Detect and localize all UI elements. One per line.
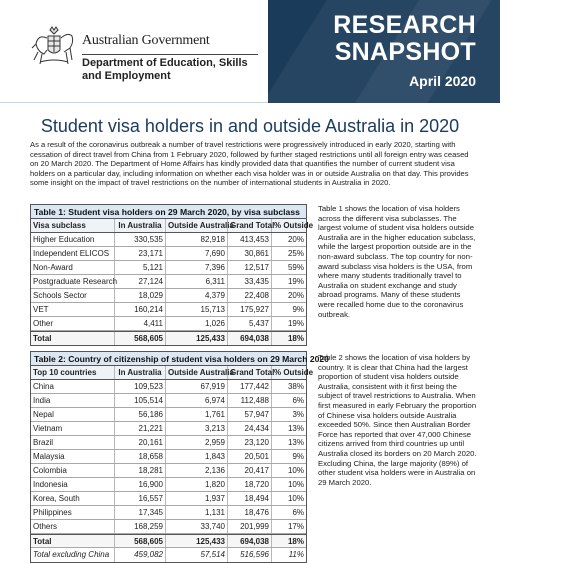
department-name: Department of Education, Skills and Employment: [82, 57, 248, 82]
table-body: [31, 219, 314, 345]
table-cell: 17%: [287, 522, 304, 531]
table-cell: 33,435: [228, 275, 272, 288]
table-cell: 18,658: [115, 450, 166, 463]
table-row: [31, 380, 306, 394]
divider: [82, 54, 258, 55]
table-cell: Grand Total: [230, 221, 275, 230]
table-cell: Korea, South: [31, 492, 115, 505]
table-cell: 4,411: [115, 317, 166, 330]
table-cell: 1,820: [166, 478, 228, 491]
table-cell: Outside Australia: [168, 221, 234, 230]
table-row: [31, 289, 306, 303]
table-row: [31, 450, 306, 464]
table-cell: 3%: [292, 410, 304, 419]
table-row: [31, 275, 306, 289]
table-cell: 330,535: [115, 233, 166, 246]
table-cell: % Outside: [274, 368, 314, 377]
table-cell: 7,690: [166, 247, 228, 260]
page-title: Student visa holders in and outside Australia in 2020: [40, 116, 460, 136]
table-cell: 13%: [287, 438, 304, 447]
table-cell: Total excluding China: [31, 548, 115, 562]
table-cell: Brazil: [31, 436, 115, 449]
coat-of-arms-icon: [30, 26, 78, 68]
table-cell: 459,082: [115, 548, 166, 562]
table-cell: 16,557: [115, 492, 166, 505]
table-cell: 18,029: [115, 289, 166, 302]
table-cell: Others: [31, 520, 115, 533]
table-cell: 20%: [287, 291, 304, 300]
table-cell: 11%: [288, 550, 304, 559]
table-cell: 25%: [287, 249, 304, 258]
table-cell: 10%: [287, 494, 304, 503]
table-cell: 1,026: [166, 317, 228, 330]
table-body: [31, 366, 314, 562]
table-cell: Top 10 countries: [31, 366, 115, 379]
table-title: Table 2: Country of citizenship of student visa holders on 29 March 2020: [31, 352, 306, 366]
table-cell: Outside Australia: [168, 368, 234, 377]
table-cell: 2,959: [166, 436, 228, 449]
table-cell: 168,259: [115, 520, 166, 533]
table-cell: 9%: [292, 452, 304, 461]
table-row: [31, 317, 306, 331]
table-cell: 57,514: [166, 548, 228, 562]
table-cell: 1,843: [166, 450, 228, 463]
table-cell: 516,596: [228, 548, 272, 562]
table-cell: 3,213: [166, 422, 228, 435]
table-cell: 22,408: [228, 289, 272, 302]
table-cell: Nepal: [31, 408, 115, 421]
table-cell: 109,523: [115, 380, 166, 393]
table-cell: 20,161: [115, 436, 166, 449]
table-total-excluding-china-row: [31, 548, 306, 562]
table-cell: In Australia: [115, 219, 166, 232]
table-row: [31, 464, 306, 478]
title-band: [268, 0, 500, 103]
table-total-row: [31, 534, 306, 548]
government-branding: [0, 0, 268, 103]
table-total-row: [31, 331, 306, 345]
table-cell: 20%: [287, 235, 304, 244]
table-cell: 18,476: [228, 506, 272, 519]
table-cell: 13%: [287, 424, 304, 433]
table-cell: 6,974: [166, 394, 228, 407]
table-row: [31, 422, 306, 436]
table-cell: 105,514: [115, 394, 166, 407]
table-cell: 1,131: [166, 506, 228, 519]
table-row: [31, 261, 306, 275]
table-cell: 38%: [287, 382, 304, 391]
table-cell: 6%: [292, 508, 304, 517]
table-cell: 16,900: [115, 478, 166, 491]
table-cell: 15,713: [166, 303, 228, 316]
table-cell: 568,605: [115, 535, 166, 547]
table-cell: Vietnam: [31, 422, 115, 435]
table-cell: 694,038: [228, 535, 272, 547]
table-row: [31, 303, 306, 317]
table-cell: 82,918: [166, 233, 228, 246]
table-row: [31, 478, 306, 492]
table-cell: Philippines: [31, 506, 115, 519]
table-cell: 59%: [287, 263, 304, 272]
table-cell: Total: [31, 332, 115, 345]
table-cell: 30,861: [228, 247, 272, 260]
table-header-row: [31, 219, 314, 233]
table-cell: 1,937: [166, 492, 228, 505]
table-cell: 57,947: [228, 408, 272, 421]
table-cell: 160,214: [115, 303, 166, 316]
snapshot-title-line1: RESEARCH: [333, 11, 476, 39]
table-cell: % Outside: [274, 221, 314, 230]
table-cell: 177,442: [228, 380, 272, 393]
table-cell: 21,221: [115, 422, 166, 435]
table-cell: 20,417: [228, 464, 272, 477]
table-cell: Indonesia: [31, 478, 115, 491]
table-cell: Higher Education: [31, 233, 115, 246]
table-cell: 23,171: [115, 247, 166, 260]
table-cell: Non-Award: [31, 261, 115, 274]
table-row: [31, 520, 306, 534]
table-cell: 125,433: [166, 535, 228, 547]
table-cell: 18,494: [228, 492, 272, 505]
table-cell: 6,311: [166, 275, 228, 288]
table-cell: 568,605: [115, 332, 166, 345]
table-cell: 20,501: [228, 450, 272, 463]
table-cell: 175,927: [228, 303, 272, 316]
table-cell: 56,186: [115, 408, 166, 421]
table-cell: 17,345: [115, 506, 166, 519]
table-cell: 23,120: [228, 436, 272, 449]
table-cell: 6%: [292, 396, 304, 405]
table-cell: 18,720: [228, 478, 272, 491]
table-cell: 7,396: [166, 261, 228, 274]
table-cell: China: [31, 380, 115, 393]
table-cell: 33,740: [166, 520, 228, 533]
snapshot-title-line2: SNAPSHOT: [334, 38, 476, 66]
table-cell: 67,919: [166, 380, 228, 393]
table-cell: 18,281: [115, 464, 166, 477]
table-cell: 413,453: [228, 233, 272, 246]
table-header-row: [31, 366, 314, 380]
table-cell: VET: [31, 303, 115, 316]
visa-subclass-table: [30, 204, 314, 346]
government-name: Australian Government: [82, 33, 210, 48]
table-cell: Total: [31, 535, 115, 547]
table-cell: Colombia: [31, 464, 115, 477]
table-cell: 10%: [287, 480, 304, 489]
table-cell: 19%: [287, 277, 304, 286]
table-cell: 24,434: [228, 422, 272, 435]
table-row: [31, 506, 306, 520]
table-cell: Postgraduate Research: [33, 277, 118, 286]
table-cell: Malaysia: [31, 450, 115, 463]
table-cell: 2,136: [166, 464, 228, 477]
table-cell: 112,488: [228, 394, 272, 407]
table-row: [31, 408, 306, 422]
table-cell: 1,761: [166, 408, 228, 421]
table-row: [31, 247, 306, 261]
table-cell: Other: [31, 317, 115, 330]
table-cell: In Australia: [115, 366, 166, 379]
table-cell: 10%: [287, 466, 304, 475]
intro-paragraph: As a result of the coronavirus outbreak a number of travel restrictions were progressively introduced in early 2020, starting with cessation of direct travel from China from 1 February 2020, followed by further staged restrictions until all foreign entry was ceased on 20 March 2020. The Department of Home Affairs has kindly provided data that quantifies the number of current student visa holders on a particular day, including information on whether each visa holder was in or outside Australia on that day. This provides some insight on the impact of travel restrictions on the number of international students in Australia in 2020.: [30, 140, 469, 188]
table-cell: 5,437: [228, 317, 272, 330]
report-header: [0, 0, 500, 103]
table-row: [31, 492, 306, 506]
table-cell: 694,038: [228, 332, 272, 345]
table-cell: Independent ELICOS: [31, 247, 115, 260]
snapshot-title: [333, 12, 476, 66]
table-row: [31, 233, 306, 247]
table1-commentary: Table 1 shows the location of visa holders across the different visa subclasses. The largest volume of student visa holders outside Australia are in the higher education subclass, while the largest proportion outside are in the non-award subclass. The top country for non-award subclass visa holders is the USA, from where many students traditionally travel to Australia on student exchange and study abroad programs. Many of these students were recalled home due to the coronavirus outbreak.: [318, 204, 476, 319]
table-cell: 5,121: [115, 261, 166, 274]
table-cell: 27,124: [115, 275, 166, 288]
table-row: [31, 436, 306, 450]
table-cell: 19%: [287, 319, 304, 328]
table-cell: 4,379: [166, 289, 228, 302]
table-cell: 18%: [287, 334, 304, 343]
table-cell: Grand Total: [230, 368, 275, 377]
report-date: April 2020: [409, 73, 476, 89]
table-title: Table 1: Student visa holders on 29 March 2020, by visa subclass: [31, 205, 306, 219]
table-cell: Visa subclass: [31, 219, 115, 232]
table-cell: India: [31, 394, 115, 407]
table-cell: 125,433: [166, 332, 228, 345]
table-cell: 201,999: [228, 520, 272, 533]
table-row: [31, 394, 306, 408]
table-cell: 12,517: [228, 261, 272, 274]
table-cell: 9%: [292, 305, 304, 314]
table-cell: Schools Sector: [31, 289, 115, 302]
country-table: [30, 351, 329, 563]
table2-commentary: Table 2 shows the location of visa holders by country. It is clear that China had the largest proportion of student visa holders outside Australia, consistent with it first being the subject of travel restrictions to Australia. When first measured in early February the proportion of Chinese visa holders outside Australia exceeded 50%. Since then Australian Border Force has reported that over 47,000 Chinese citizens arrived from third countries up until Australia closed its borders on 20 March 2020. Excluding China, the large majority (89%) of other student visa holders were in Australia on 29 March 2020.: [318, 353, 477, 487]
table-cell: 18%: [287, 537, 304, 546]
